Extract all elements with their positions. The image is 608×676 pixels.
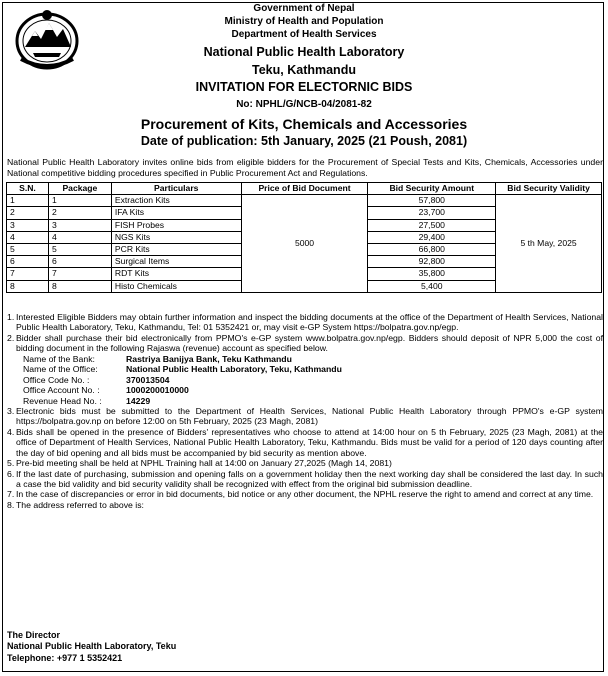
note-text: Pre-bid meeting shall be held at NPHL Training hall at 14:00 on January 27,2025 (Magh 14, 2081) bbox=[16, 458, 392, 469]
cell-security: 66,800 bbox=[368, 243, 496, 255]
office-name-row bbox=[23, 364, 603, 374]
note-3: 3. Electronic bids must be submitted to the Department of Health Services, National Public Health Laboratory through PPMO's e-GP system https://bolpatra.gov.np on before 12:00 on 5th February, 2025 (23 Magh, 2081) bbox=[7, 405, 603, 427]
office-code-row bbox=[23, 375, 603, 385]
col-security-amount: Bid Security Amount bbox=[368, 183, 496, 195]
cell-package: 6 bbox=[48, 256, 111, 268]
revenue-head-value: 14229 bbox=[126, 395, 151, 406]
account-row bbox=[23, 385, 603, 395]
bank-label: Name of the Bank: bbox=[23, 353, 95, 364]
cell-particulars: Histo Chemicals bbox=[111, 280, 241, 292]
col-sn: S.N. bbox=[7, 183, 49, 195]
col-security-validity: Bid Security Validity bbox=[496, 183, 602, 195]
cell-sn: 5 bbox=[7, 243, 49, 255]
cell-sn: 8 bbox=[7, 280, 49, 292]
cell-security: 92,800 bbox=[368, 256, 496, 268]
cell-security: 5,400 bbox=[368, 280, 496, 292]
cell-package: 2 bbox=[48, 207, 111, 219]
table-header-row bbox=[7, 183, 602, 195]
cell-package: 4 bbox=[48, 231, 111, 243]
note-text: Bidder shall purchase their bid electronically from PPMO's e-GP system www.bolpatra.gov.np/egp. Bidders should deposit of NPR 5,000 the cost of bidding document in the following Rajaswa (revenue) account as specified below. bbox=[16, 332, 603, 354]
note-text: Interested Eligible Bidders may obtain further information and inspect the bidding documents at the office of the Department of Health Services, National Public Health Laboratory, Teku, Kathmandu, Tel: 01 5352421 or, may visit e-GP System https://bolpatra.gov.np/egp. bbox=[16, 312, 603, 333]
header-government: Government of Nepal bbox=[253, 3, 355, 14]
office-value: National Public Health Laboratory, Teku, Kathmandu bbox=[126, 364, 342, 375]
contact-title: The Director bbox=[7, 630, 61, 640]
header-location: Teku, Kathmandu bbox=[252, 63, 356, 77]
cell-particulars: IFA Kits bbox=[111, 207, 241, 219]
cell-security: 29,400 bbox=[368, 231, 496, 243]
note-text: The address referred to above is: bbox=[16, 499, 144, 510]
cell-sn: 2 bbox=[7, 207, 49, 219]
office-code-value: 370013504 bbox=[126, 374, 170, 385]
cell-security: 23,700 bbox=[368, 207, 496, 219]
revenue-head-label: Revenue Head No. : bbox=[23, 395, 102, 406]
cell-particulars: Surgical Items bbox=[111, 256, 241, 268]
cell-validity: 5 th May, 2025 bbox=[496, 195, 602, 293]
cell-sn: 7 bbox=[7, 268, 49, 280]
note-8: 8. The address referred to above is: bbox=[7, 500, 603, 510]
office-label: Name of the Office: bbox=[23, 364, 98, 375]
cell-package: 3 bbox=[48, 219, 111, 231]
note-5: 5. Pre-bid meeting shall be held at NPHL Training hall at 14:00 on January 27,2025 (Magh 14, 2081) bbox=[7, 458, 603, 468]
cell-package: 7 bbox=[48, 268, 111, 280]
cell-price: 5000 bbox=[241, 195, 368, 293]
cell-particulars: RDT Kits bbox=[111, 268, 241, 280]
cell-sn: 1 bbox=[7, 195, 49, 207]
contact-office: National Public Health Laboratory, Teku bbox=[7, 641, 177, 652]
contact-block bbox=[7, 630, 176, 664]
cell-sn: 3 bbox=[7, 219, 49, 231]
cell-package: 5 bbox=[48, 243, 111, 255]
note-7: 7. In the case of discrepancies or error in bid documents, bid notice or any other document, the NPHL reserve the right to amend and correct at any time. bbox=[7, 489, 603, 499]
note-1: 1. Interested Eligible Bidders may obtain further information and inspect the bidding documents at the office of the Department of Health Services, National Public Health Laboratory, Teku, Kathmandu, Tel: 01 5352421 or, may visit e-GP System https://bolpatra.gov.np/egp. bbox=[7, 312, 603, 333]
cell-particulars: Extraction Kits bbox=[111, 195, 241, 207]
bank-name-row bbox=[23, 354, 603, 364]
header-title: INVITATION FOR ELECTORNIC BIDS bbox=[195, 80, 413, 94]
cell-security: 35,800 bbox=[368, 268, 496, 280]
header-notice-number: No: NPHL/G/NCB-04/2081-82 bbox=[236, 99, 372, 110]
note-text: Bids shall be opened in the presence of Bidders' representatives who choose to attend at 14:00 hour on 5 th February, 2025 (23 Magh, 2081) at the office of Department of Health Services, National Public Health Laboratory, Teku, Kathmandu. Bids must be valid for a period of 120 days counting after the day of bid opening and all bids must be accompanied by bid security as mention above. bbox=[16, 426, 603, 458]
cell-package: 8 bbox=[48, 280, 111, 292]
cell-sn: 6 bbox=[7, 256, 49, 268]
intro-paragraph: National Public Health Laboratory invites online bids from eligible bidders for the Procurement of Special Tests and Kits, Chemicals, Accessories under National competitive bidding procedures specified in Public Procurement Act and Regulations. bbox=[7, 157, 603, 178]
account-value: 1000200010000 bbox=[126, 385, 189, 396]
cell-security: 27,500 bbox=[368, 219, 496, 231]
note-text: In the case of discrepancies or error in bid documents, bid notice or any other document, the NPHL reserve the right to amend and correct at any time. bbox=[16, 489, 594, 500]
note-text: Electronic bids must be submitted to the Department of Health Services, National Public Health Laboratory through PPMO's e-GP system https://bolpatra.gov.np on before 12:00 on 5th February, 2025 (23 Magh, 2081) bbox=[16, 405, 603, 427]
col-particulars: Particulars bbox=[111, 183, 241, 195]
cell-particulars: FISH Probes bbox=[111, 219, 241, 231]
bid-table bbox=[6, 182, 602, 293]
note-2: 2. Bidder shall purchase their bid electronically from PPMO's e-GP system www.bolpatra.gov.np/egp. Bidders should deposit of NPR 5,000 the cost of bidding document in the following Rajaswa (revenue) account as specified below. bbox=[7, 332, 603, 354]
header-department: Department of Health Services bbox=[231, 29, 377, 40]
note-4: 4. Bids shall be opened in the presence of Bidders' representatives who choose to attend at 14:00 hour on 5 th February, 2025 (23 Magh, 2081) at the office of Department of Health Services, National Public Health Laboratory, Teku, Kathmandu. Bids must be valid for a period of 120 days counting after the day of bid opening and all bids must be accompanied by bid security as mention above. bbox=[7, 426, 603, 458]
note-6: 6. If the last date of purchasing, submission and opening falls on a government holiday then the next working day shall be considered the last day. In such a case the bid validity and bid security validity shall be recognized with effect from the original bid submission deadline. bbox=[7, 468, 603, 489]
cell-sn: 4 bbox=[7, 231, 49, 243]
notes-section bbox=[7, 312, 603, 510]
header-laboratory: National Public Health Laboratory bbox=[203, 45, 405, 59]
note-text: If the last date of purchasing, submission and opening falls on a government holiday then the next working day shall be considered the last day. In such a case the bid validity and bid security validity shall be recognized with effect from the original bid submission deadline. bbox=[16, 468, 603, 489]
cell-particulars: NGS Kits bbox=[111, 231, 241, 243]
revenue-head-row bbox=[23, 396, 603, 406]
header-procurement-title: Procurement of Kits, Chemicals and Accessories bbox=[140, 116, 468, 132]
contact-telephone: Telephone: +977 1 5352421 bbox=[7, 652, 123, 663]
header-publication-date: Date of publication: 5th January, 2025 (21 Poush, 2081) bbox=[140, 134, 468, 148]
office-code-label: Office Code No. : bbox=[23, 374, 90, 385]
bank-value: Rastriya Banijya Bank, Teku Kathmandu bbox=[126, 353, 292, 364]
header-ministry: Ministry of Health and Population bbox=[224, 16, 384, 27]
table-row bbox=[7, 195, 602, 207]
account-label: Office Account No. : bbox=[23, 385, 100, 396]
col-price: Price of Bid Document bbox=[241, 183, 368, 195]
col-package: Package bbox=[48, 183, 111, 195]
cell-security: 57,800 bbox=[368, 195, 496, 207]
cell-particulars: PCR Kits bbox=[111, 243, 241, 255]
cell-package: 1 bbox=[48, 195, 111, 207]
